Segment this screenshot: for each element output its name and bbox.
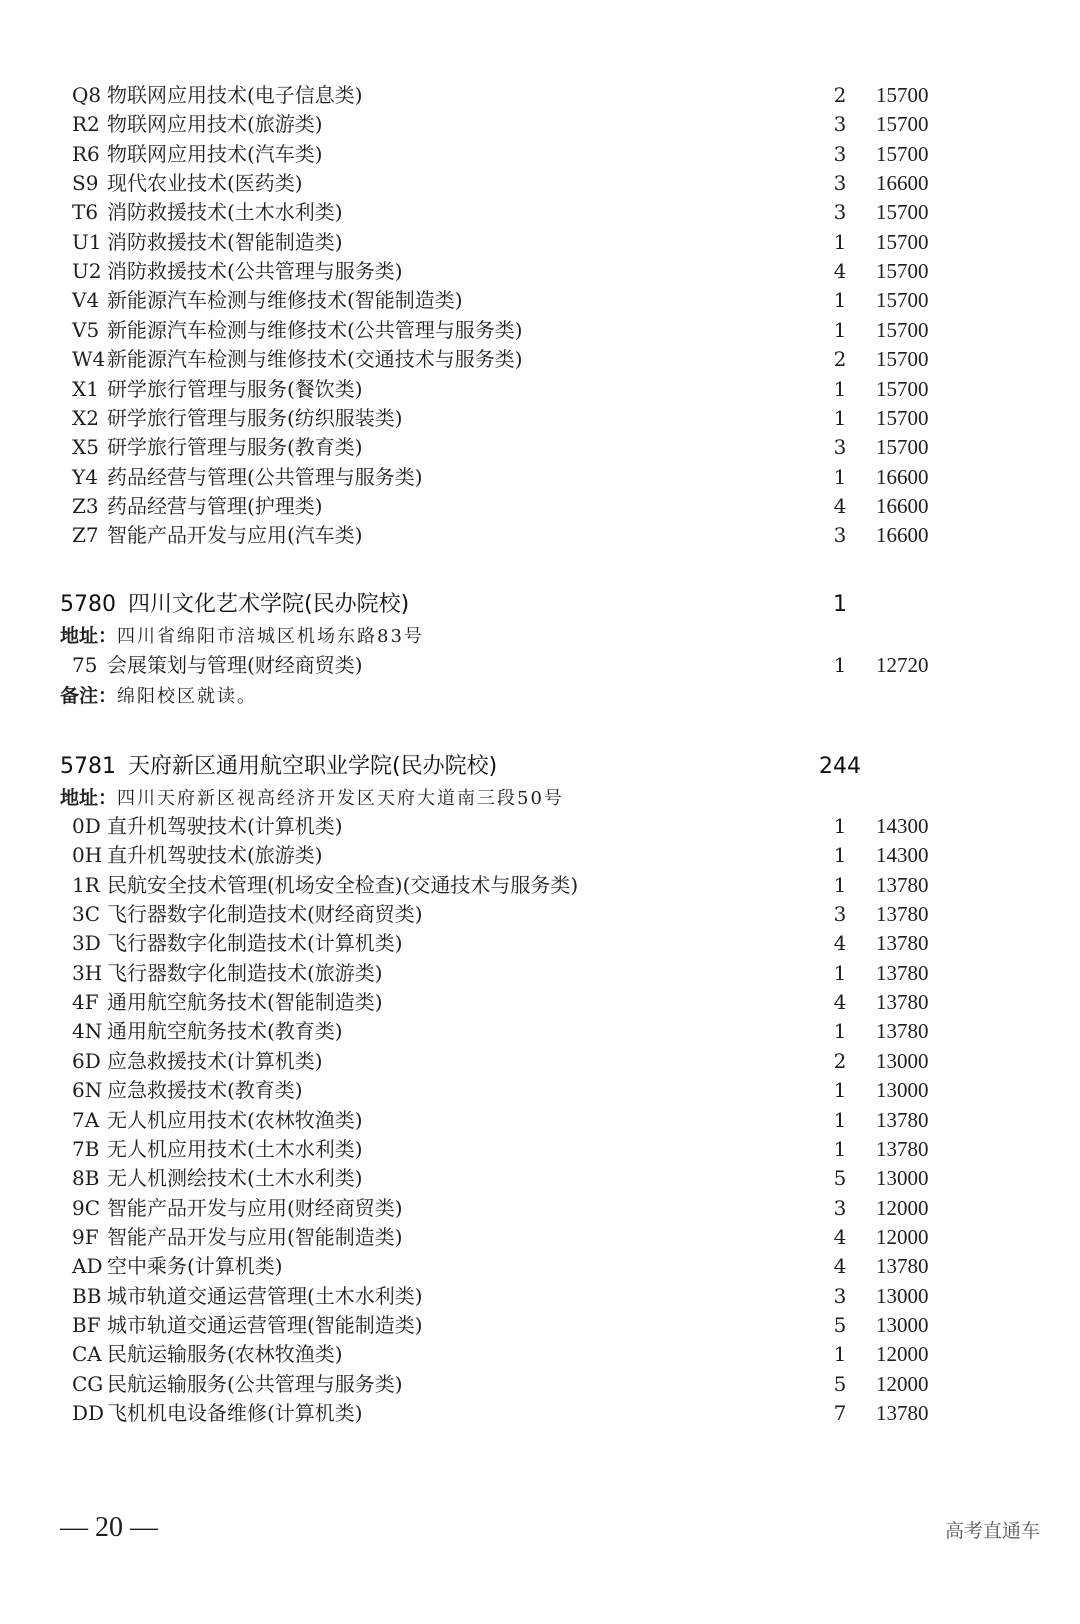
tuition-fee: 15700 (876, 141, 929, 166)
program-name: 飞行器数字化制造技术(计算机类) (107, 931, 403, 956)
school-name: 四川文化艺术学院(民办院校) (128, 592, 410, 617)
table-row (0, 285, 1080, 315)
program-code: CG (72, 1371, 104, 1396)
school-header (0, 750, 1080, 784)
tuition-fee: 15700 (876, 317, 929, 342)
program-name: 民航安全技术管理(机场安全检查)(交通技术与服务类) (107, 872, 579, 897)
program-name: 飞行器数字化制造技术(财经商贸类) (107, 902, 423, 927)
program-code: W4 (72, 347, 106, 372)
program-name: 直升机驾驶技术(计算机类) (107, 814, 343, 838)
plan-count: 1 (833, 814, 847, 838)
program-code: 9F (72, 1224, 99, 1249)
program-code: 6D (72, 1048, 101, 1073)
table-row (0, 139, 1080, 169)
table-row (0, 432, 1080, 462)
plan-count: 1 (833, 288, 847, 313)
tuition-fee: 13000 (876, 1078, 929, 1103)
program-code: 4N (72, 1019, 103, 1044)
program-name: 消防救援技术(土木水利类) (107, 200, 343, 225)
plan-count: 1 (833, 1342, 847, 1367)
program-name: 城市轨道交通运营管理(智能制造类) (107, 1312, 423, 1337)
plan-count: 1 (833, 405, 847, 430)
tuition-fee: 13780 (876, 1254, 929, 1279)
plan-count: 1 (833, 653, 847, 677)
program-name: 应急救援技术(教育类) (107, 1078, 303, 1103)
school-address (60, 622, 424, 650)
plan-count: 3 (833, 200, 847, 225)
program-name: 民航运输服务(农林牧渔类) (107, 1342, 343, 1367)
program-code: Q8 (72, 83, 102, 107)
tuition-fee: 16600 (876, 493, 929, 518)
plan-count: 5 (833, 1371, 847, 1396)
tuition-fee: 13780 (876, 1136, 929, 1161)
program-name: 无人机应用技术(农林牧渔类) (107, 1107, 363, 1132)
tuition-fee: 12000 (876, 1195, 929, 1220)
program-code: 1R (72, 872, 100, 897)
program-code: AD (72, 1254, 103, 1279)
tuition-fee: 12000 (876, 1224, 929, 1249)
address-label: 地址： (60, 625, 118, 647)
tuition-fee: 13780 (876, 1019, 929, 1044)
program-code: 7B (72, 1136, 100, 1161)
table-row (0, 109, 1080, 139)
table-row (0, 520, 1080, 550)
program-name: 研学旅行管理与服务(纺织服装类) (107, 405, 403, 430)
plan-count: 5 (833, 1312, 847, 1337)
plan-count: 1 (833, 1078, 847, 1103)
plan-count: 1 (833, 843, 847, 868)
plan-count: 4 (833, 259, 847, 284)
program-name: 飞机机电设备维修(计算机类) (107, 1401, 363, 1425)
program-code: 9C (72, 1195, 101, 1220)
plan-count: 2 (833, 1048, 847, 1073)
program-name: 通用航空航务技术(智能制造类) (107, 990, 383, 1015)
plan-count: 1 (833, 1136, 847, 1161)
plan-count: 1 (833, 1107, 847, 1132)
table-row (0, 1134, 1080, 1164)
program-name: 新能源汽车检测与维修技术(智能制造类) (107, 288, 463, 313)
program-code: 0D (72, 814, 101, 838)
plan-count: 1 (833, 1019, 847, 1044)
program-name: 现代农业技术(医药类) (107, 171, 303, 196)
program-name: 研学旅行管理与服务(教育类) (107, 435, 363, 460)
program-name: 物联网应用技术(旅游类) (107, 112, 323, 137)
tuition-fee: 16600 (876, 523, 929, 548)
table-row (0, 1398, 1080, 1428)
tuition-fee: 13780 (876, 872, 929, 897)
plan-count: 4 (833, 493, 847, 518)
table-row (0, 899, 1080, 929)
program-name: 空中乘务(计算机类) (107, 1254, 283, 1279)
program-name: 药品经营与管理(公共管理与服务类) (107, 464, 423, 489)
program-code: 3D (72, 931, 101, 956)
school-code: 5780 (60, 592, 116, 617)
program-name: 物联网应用技术(电子信息类) (107, 83, 363, 107)
plan-count: 3 (833, 112, 847, 137)
program-name: 通用航空航务技术(教育类) (107, 1019, 343, 1044)
table-row (0, 650, 1080, 680)
program-code: 6N (72, 1078, 103, 1103)
tuition-fee: 12000 (876, 1342, 929, 1367)
program-name: 会展策划与管理(财经商贸类) (107, 653, 363, 677)
plan-count: 4 (833, 931, 847, 956)
tuition-fee: 15700 (876, 376, 929, 401)
table-row (0, 958, 1080, 988)
program-name: 智能产品开发与应用(财经商贸类) (107, 1195, 403, 1220)
program-code: BF (72, 1312, 101, 1337)
program-code: R6 (72, 141, 100, 166)
program-name: 飞行器数字化制造技术(旅游类) (107, 960, 383, 985)
plan-count: 3 (833, 171, 847, 196)
plan-count: 2 (833, 83, 847, 107)
table-row (0, 1075, 1080, 1105)
plan-count: 3 (833, 1195, 847, 1220)
program-code: Z3 (72, 493, 99, 518)
plan-count: 4 (833, 990, 847, 1015)
tuition-fee: 14300 (876, 814, 929, 838)
table-row (0, 1046, 1080, 1076)
tuition-fee: 15700 (876, 288, 929, 313)
school-total-plan: 1 (833, 592, 847, 617)
table-row (0, 256, 1080, 286)
table-row (0, 80, 1080, 110)
tuition-fee: 12720 (876, 653, 929, 677)
school-address (60, 784, 564, 812)
table-row (0, 374, 1080, 404)
plan-count: 1 (833, 317, 847, 342)
program-name: 物联网应用技术(汽车类) (107, 141, 323, 166)
program-code: 3C (72, 902, 101, 927)
note-label: 备注： (60, 685, 118, 707)
plan-count: 7 (833, 1401, 847, 1425)
program-name: 无人机应用技术(土木水利类) (107, 1136, 363, 1161)
table-row (0, 1310, 1080, 1340)
program-code: CA (72, 1342, 102, 1367)
program-code: V4 (72, 288, 100, 313)
tuition-fee: 14300 (876, 843, 929, 868)
tuition-fee: 13780 (876, 931, 929, 956)
tuition-fee: 13000 (876, 1048, 929, 1073)
table-row (0, 1016, 1080, 1046)
table-row (0, 987, 1080, 1017)
table-row (0, 1222, 1080, 1252)
table-row (0, 811, 1080, 841)
plan-count: 3 (833, 141, 847, 166)
program-code: U1 (72, 229, 102, 254)
program-name: 研学旅行管理与服务(餐饮类) (107, 376, 363, 401)
table-row (0, 197, 1080, 227)
school-note (60, 682, 257, 710)
note-value: 绵阳校区就读。 (117, 686, 258, 707)
program-name: 城市轨道交通运营管理(土木水利类) (107, 1283, 423, 1308)
program-code: 3H (72, 960, 103, 985)
program-name: 消防救援技术(智能制造类) (107, 229, 343, 254)
plan-count: 1 (833, 464, 847, 489)
plan-count: 1 (833, 376, 847, 401)
tuition-fee: 15700 (876, 83, 929, 107)
program-code: 75 (72, 653, 98, 677)
table-row (0, 344, 1080, 374)
table-row (0, 1369, 1080, 1399)
table-row (0, 870, 1080, 900)
page-number: — 20 — (60, 1512, 158, 1543)
program-code: 7A (72, 1107, 100, 1132)
program-code: R2 (72, 112, 100, 137)
program-name: 新能源汽车检测与维修技术(交通技术与服务类) (107, 347, 523, 372)
plan-count: 1 (833, 872, 847, 897)
tuition-fee: 13780 (876, 1107, 929, 1132)
program-code: U2 (72, 259, 102, 284)
tuition-fee: 15700 (876, 347, 929, 372)
plan-count: 1 (833, 960, 847, 985)
plan-count: 3 (833, 435, 847, 460)
table-row (0, 1193, 1080, 1223)
program-code: S9 (72, 171, 99, 196)
school-header (0, 588, 1080, 622)
school-total-plan: 244 (819, 754, 861, 779)
plan-count: 3 (833, 523, 847, 548)
program-code: 0H (72, 843, 103, 868)
tuition-fee: 16600 (876, 464, 929, 489)
table-row (0, 1163, 1080, 1193)
address-label: 地址： (60, 787, 118, 809)
table-row (0, 227, 1080, 257)
program-name: 民航运输服务(公共管理与服务类) (107, 1371, 403, 1396)
tuition-fee: 15700 (876, 112, 929, 137)
tuition-fee: 13000 (876, 1166, 929, 1191)
program-name: 应急救援技术(计算机类) (107, 1048, 323, 1073)
tuition-fee: 13000 (876, 1283, 929, 1308)
program-code: X1 (72, 376, 99, 401)
program-name: 无人机测绘技术(土木水利类) (107, 1166, 363, 1191)
program-name: 直升机驾驶技术(旅游类) (107, 843, 323, 868)
table-row (0, 462, 1080, 492)
program-code: V5 (72, 317, 100, 342)
tuition-fee: 15700 (876, 229, 929, 254)
program-name: 智能产品开发与应用(智能制造类) (107, 1224, 403, 1249)
program-name: 药品经营与管理(护理类) (107, 493, 323, 518)
table-row (0, 168, 1080, 198)
tuition-fee: 13780 (876, 1401, 929, 1425)
program-code: DD (72, 1401, 105, 1425)
plan-count: 2 (833, 347, 847, 372)
school-code: 5781 (60, 754, 116, 779)
program-code: BB (72, 1283, 102, 1308)
school-name: 天府新区通用航空职业学院(民办院校) (128, 754, 498, 779)
program-code: T6 (72, 200, 99, 225)
watermark: 高考直通车 (944, 1520, 1040, 1542)
address-value: 四川天府新区视高经济开发区天府大道南三段50号 (117, 788, 564, 809)
tuition-fee: 13780 (876, 990, 929, 1015)
tuition-fee: 13780 (876, 902, 929, 927)
program-code: Y4 (72, 464, 98, 489)
table-row (0, 491, 1080, 521)
table-row (0, 1105, 1080, 1135)
plan-count: 5 (833, 1166, 847, 1191)
table-row (0, 840, 1080, 870)
plan-count: 3 (833, 1283, 847, 1308)
tuition-fee: 16600 (876, 171, 929, 196)
tuition-fee: 15700 (876, 200, 929, 225)
table-row (0, 1281, 1080, 1311)
address-value: 四川省绵阳市涪城区机场东路83号 (117, 626, 424, 647)
program-name: 新能源汽车检测与维修技术(公共管理与服务类) (107, 317, 523, 342)
program-code: 4F (72, 990, 99, 1015)
program-code: Z7 (72, 523, 99, 548)
plan-count: 4 (833, 1254, 847, 1279)
tuition-fee: 12000 (876, 1371, 929, 1396)
tuition-fee: 13780 (876, 960, 929, 985)
program-name: 消防救援技术(公共管理与服务类) (107, 259, 403, 284)
plan-count: 3 (833, 902, 847, 927)
table-row (0, 928, 1080, 958)
table-row (0, 403, 1080, 433)
tuition-fee: 15700 (876, 259, 929, 284)
tuition-fee: 13000 (876, 1312, 929, 1337)
program-code: X5 (72, 435, 99, 460)
tuition-fee: 15700 (876, 435, 929, 460)
program-name: 智能产品开发与应用(汽车类) (107, 523, 363, 548)
table-row (0, 315, 1080, 345)
plan-count: 4 (833, 1224, 847, 1249)
plan-count: 1 (833, 229, 847, 254)
program-code: 8B (72, 1166, 100, 1191)
tuition-fee: 15700 (876, 405, 929, 430)
table-row (0, 1339, 1080, 1369)
program-code: X2 (72, 405, 99, 430)
table-row (0, 1251, 1080, 1281)
